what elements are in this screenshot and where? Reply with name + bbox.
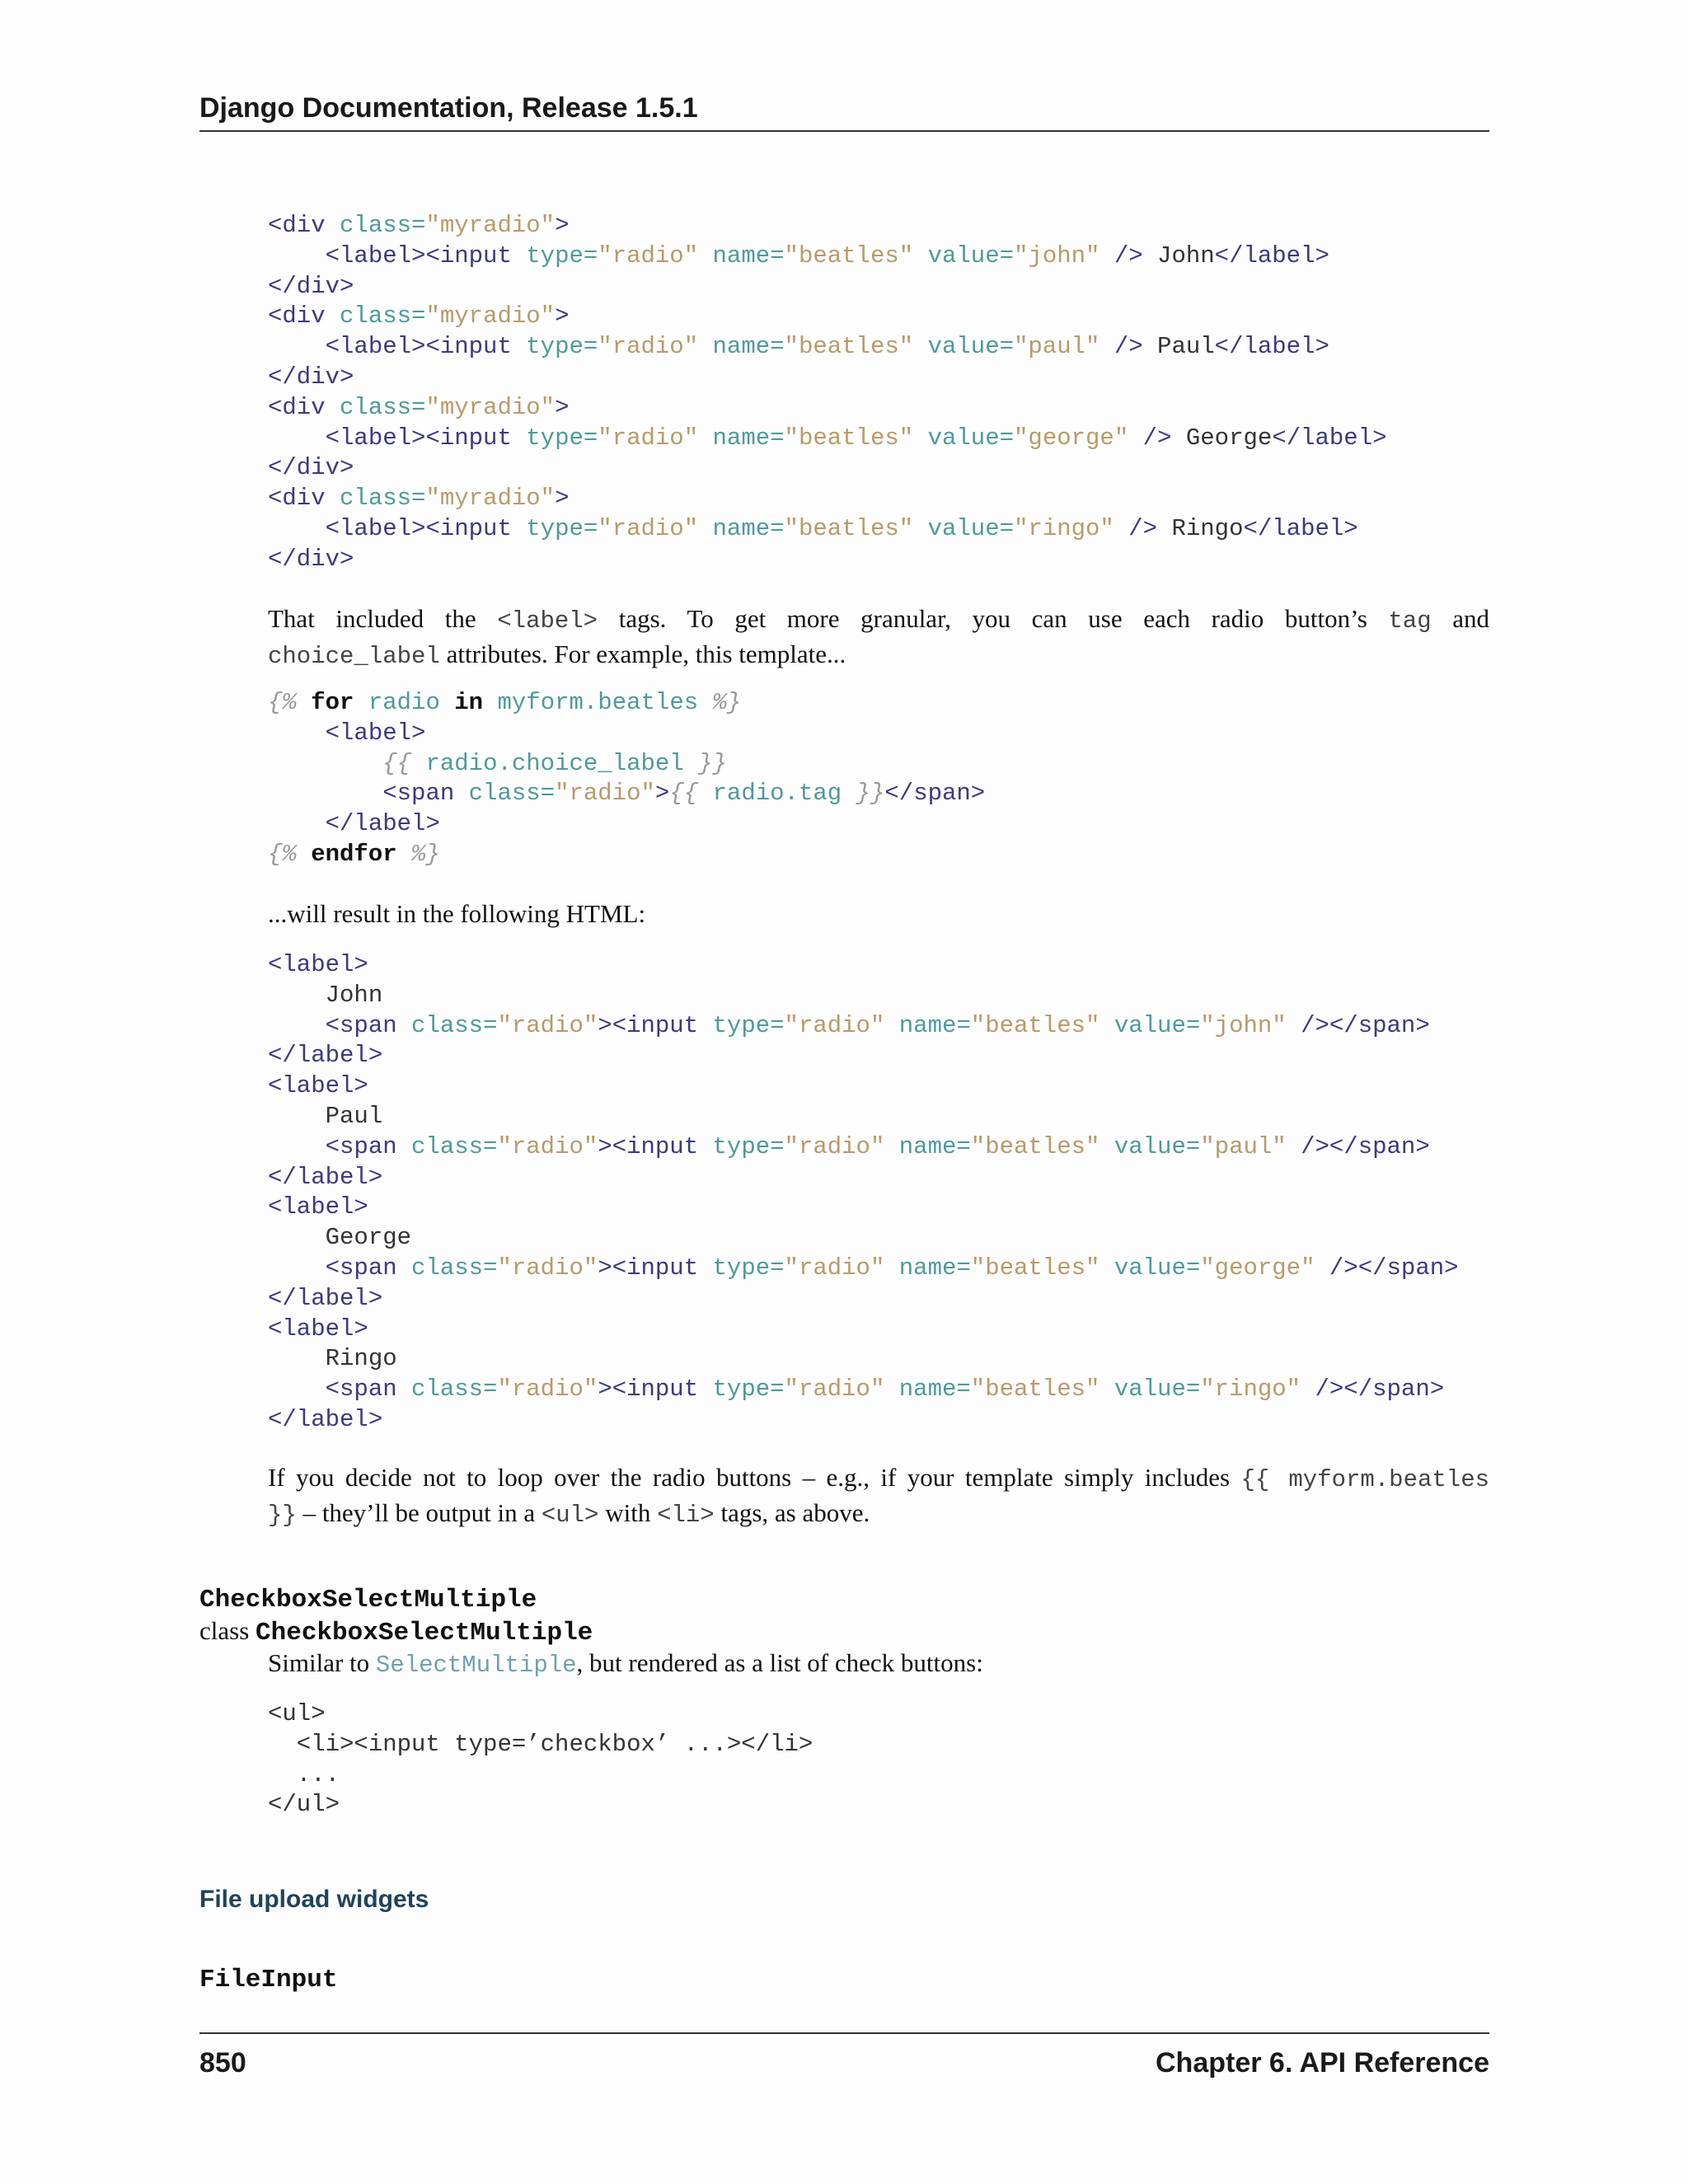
code-block-radio-divs: <div class="myradio"> <label><input type="radio" name="beatles" value="john" /> John</label> </div> <div class="myradio"> <label><input type="radio" name="beatles" value="paul" /> Paul</label> </div> <div class="myradio"> <label><input type="radio" name="beatles" value="george" /> George</label> </div> <div class="myradio"> <label><input type="radio" name="beatles" value="ringo" /> Ringo</label> </div> [268, 212, 1387, 573]
code-block-result-html: <label> John <span class="radio"><input type="radio" name="beatles" value="john" /></span> </label> <label> Paul <span class="radio"><input type="radio" name="beatles" value="paul" /></span> </label> <label> George <span class="radio"><input type="radio" name="beatles" value="george" /></span> </label> <label> Ringo <span class="radio"><input type="radio" name="beatles" value="ringo" /></span> </label> [268, 951, 1459, 1433]
chapter-label: Chapter 6. API Reference [1156, 2047, 1489, 2079]
checkbox-description: Similar to SelectMultiple, but rendered as a list of check buttons: [268, 1648, 983, 1679]
code-block-template-loop: {% for radio in myform.beatles %} <label> {{ radio.choice_label }} <span class="radio">{{ radio.tag }}</span> </label> {% endfor %} [268, 689, 986, 868]
page-number: 850 [199, 2047, 246, 2079]
paragraph-no-loop: If you decide not to loop over the radio buttons – e.g., if your template simply includes {{ myform.beatles }} – they’ll be output in a <ul> with <li> tags, as above. [268, 1463, 1489, 1529]
class-signature-checkbox: class CheckboxSelectMultiple [199, 1616, 593, 1647]
widget-name-checkbox: CheckboxSelectMultiple [199, 1586, 537, 1615]
code-block-checkbox-list: <ul> <li><input type=’checkbox’ ...></li> ... </ul> [268, 1700, 814, 1819]
widget-name-fileinput: FileInput [199, 1966, 338, 1994]
document-title: Django Documentation, Release 1.5.1 [199, 92, 698, 124]
page-header [199, 92, 1489, 132]
section-heading-file-upload[interactable]: File upload widgets [199, 1886, 429, 1913]
page-footer [199, 2032, 1489, 2092]
paragraph-result-intro: ...will result in the following HTML: [268, 899, 646, 928]
paragraph-label-tags: That included the <label> tags. To get more granular, you can use each radio button’s tag and choice_label attributes. For example, this template... [268, 604, 1489, 670]
select-multiple-link[interactable]: SelectMultiple [375, 1652, 577, 1679]
